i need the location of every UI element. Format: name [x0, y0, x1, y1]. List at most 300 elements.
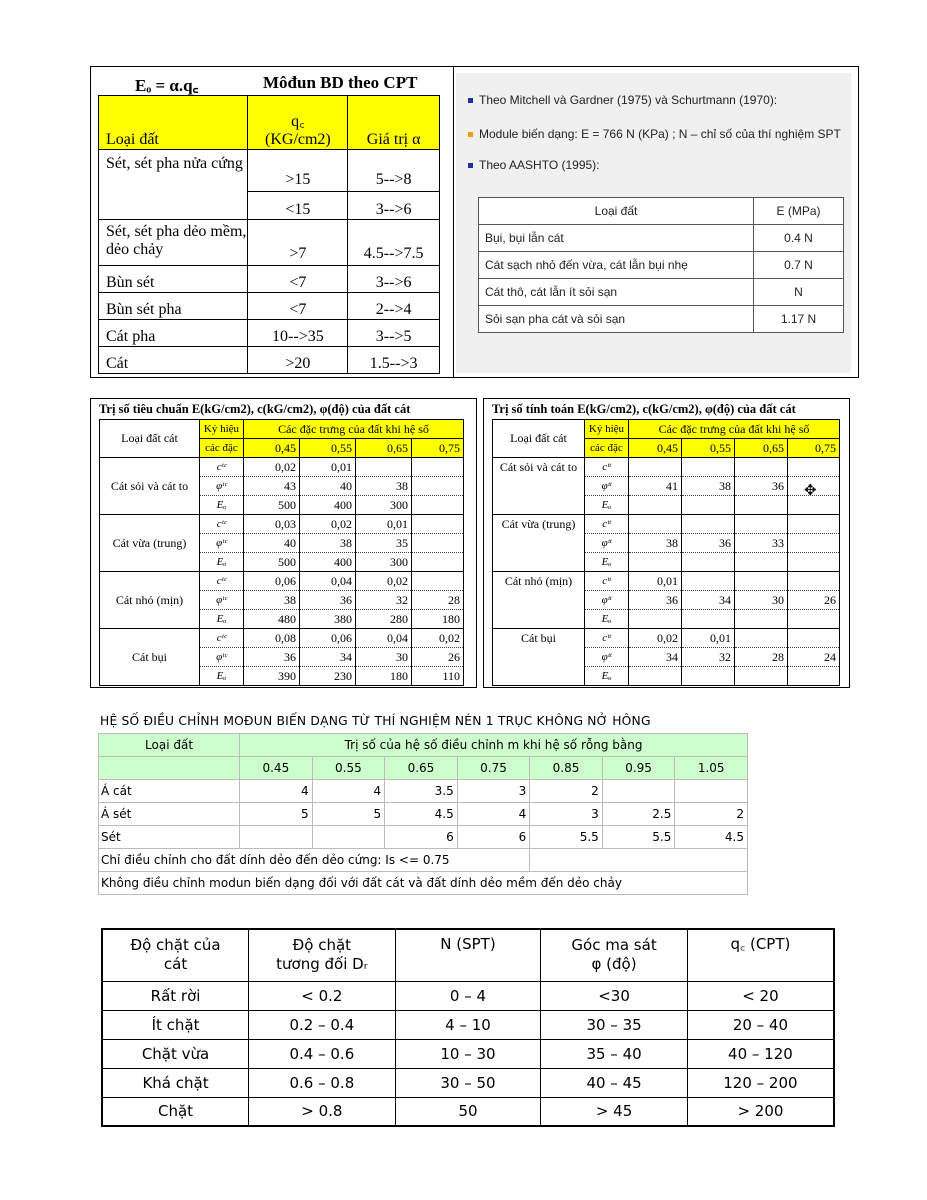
- value-cell: 6: [385, 826, 458, 849]
- value-cell: [788, 553, 840, 572]
- header-symbol-2: các đặc: [200, 439, 244, 458]
- table-row: [99, 320, 440, 347]
- table-header-row: [99, 734, 748, 757]
- alpha-cell: 1.5-->3: [348, 347, 440, 374]
- standard-values-table: [99, 419, 464, 686]
- symbol-cell: cᵗᵗ: [585, 572, 629, 591]
- value-cell: < 20: [687, 981, 834, 1010]
- value-cell: 2: [675, 803, 748, 826]
- bullet-aashto: Theo AASHTO (1995):: [468, 158, 600, 172]
- value-cell: [735, 629, 788, 648]
- value-cell: [735, 496, 788, 515]
- table-header-row: [100, 420, 464, 439]
- symbol-cell: Eₒ: [200, 496, 244, 515]
- value-cell: 32: [682, 648, 735, 667]
- value-cell: [735, 553, 788, 572]
- value-cell: 180: [356, 667, 412, 686]
- value-cell: 0,02: [300, 515, 356, 534]
- value-cell: 41: [629, 477, 682, 496]
- value-cell: 3: [530, 803, 603, 826]
- symbol-cell: Eₒ: [200, 553, 244, 572]
- table-row: [479, 252, 844, 279]
- value-cell: [788, 572, 840, 591]
- value-cell: [682, 553, 735, 572]
- value-cell: [356, 458, 412, 477]
- symbol-cell: φᵗᶜ: [200, 477, 244, 496]
- value-cell: [788, 667, 840, 686]
- value-cell: [735, 458, 788, 477]
- table-header-row: [102, 929, 834, 981]
- void-ratio-cell: 0,75: [788, 439, 840, 458]
- cpt-alpha-table: [98, 95, 440, 374]
- cpt-formula: Eₒ = α.q꜀: [135, 76, 199, 95]
- header-spt: N (SPT): [395, 929, 541, 981]
- density-cell: Ít chặt: [102, 1010, 249, 1039]
- header-e: E (MPa): [754, 198, 844, 225]
- value-cell: 0,02: [356, 572, 412, 591]
- value-cell: 390: [244, 667, 300, 686]
- value-cell: [735, 610, 788, 629]
- density-cell: Rất rời: [102, 981, 249, 1010]
- void-ratio-cell: 0.85: [530, 757, 603, 780]
- void-ratio-cell: 0,45: [629, 439, 682, 458]
- soil-cell: Cát pha: [99, 320, 248, 347]
- symbol-cell: cᵗᶜ: [200, 572, 244, 591]
- cpt-modulus-panel: [90, 66, 859, 378]
- value-cell: 32: [356, 591, 412, 610]
- table-row: [100, 572, 464, 591]
- alpha-cell: 4.5-->7.5: [348, 220, 440, 266]
- value-cell: [735, 667, 788, 686]
- value-cell: 36: [682, 534, 735, 553]
- header-characteristics: Các đặc trưng của đất khi hệ số: [244, 420, 464, 439]
- void-ratio-cell: 0,45: [244, 439, 300, 458]
- value-cell: 26: [788, 591, 840, 610]
- value-cell: [412, 458, 464, 477]
- value-cell: 230: [300, 667, 356, 686]
- bullet-module: Module biến dạng: E = 766 N (KPa) ; N – chỉ số của thí nghiệm SPT: [468, 127, 841, 141]
- value-cell: 0,01: [300, 458, 356, 477]
- table-row: [99, 803, 748, 826]
- header-symbol: Ký hiệu: [200, 420, 244, 439]
- value-cell: [682, 667, 735, 686]
- qc-cell: <7: [248, 266, 348, 293]
- soil-cell: Cát vừa (trung): [100, 515, 200, 572]
- soil-cell: Á cát: [99, 780, 240, 803]
- value-cell: 0.6 – 0.8: [249, 1068, 396, 1097]
- soil-cell: Cát nhỏ (mịn): [493, 572, 585, 629]
- header-soil: Loại đất cát: [493, 420, 585, 458]
- table-header-row: [493, 420, 840, 439]
- value-cell: [629, 458, 682, 477]
- symbol-cell: cᵗᶜ: [200, 515, 244, 534]
- value-cell: 120 – 200: [687, 1068, 834, 1097]
- table-row: [99, 826, 748, 849]
- symbol-cell: Eₒ: [200, 610, 244, 629]
- value-cell: [788, 515, 840, 534]
- value-cell: [412, 515, 464, 534]
- correction-factor-panel: [98, 710, 748, 910]
- value-cell: [788, 629, 840, 648]
- value-cell: 36: [629, 591, 682, 610]
- value-cell: [682, 458, 735, 477]
- value-cell: [412, 477, 464, 496]
- value-cell: 40: [300, 477, 356, 496]
- value-cell: 0,02: [412, 629, 464, 648]
- header-soil: Loại đất cát: [100, 420, 200, 458]
- value-cell: 5.5: [602, 826, 675, 849]
- value-cell: 0,04: [300, 572, 356, 591]
- soil-cell: Sỏi sạn pha cát và sỏi sạn: [479, 306, 754, 333]
- note-cell: Chỉ điều chỉnh cho đất dính dẻo đến dẻo cứng: Is <= 0.75: [99, 849, 530, 872]
- alpha-cell: 3-->6: [348, 266, 440, 293]
- blank-cell: [99, 757, 240, 780]
- table-row: [99, 780, 748, 803]
- value-cell: [788, 610, 840, 629]
- value-cell: 0,02: [244, 458, 300, 477]
- value-cell: 30: [356, 648, 412, 667]
- standard-values-panel: [90, 398, 477, 688]
- symbol-cell: φᵗᵗ: [585, 648, 629, 667]
- void-ratio-cell: 0.75: [457, 757, 530, 780]
- void-ratio-row: [99, 757, 748, 780]
- cursor-icon: ✥: [804, 481, 817, 499]
- bullet-mitchell: Theo Mitchell và Gardner (1975) và Schurtmann (1970):: [468, 93, 777, 107]
- correction-table: [98, 733, 748, 895]
- value-cell: 4 – 10: [395, 1010, 541, 1039]
- value-cell: 40: [244, 534, 300, 553]
- value-cell: 0,06: [244, 572, 300, 591]
- value-cell: 10 – 30: [395, 1039, 541, 1068]
- qc-cell: <7: [248, 293, 348, 320]
- value-cell: [412, 572, 464, 591]
- header-alpha: Giá trị α: [348, 96, 440, 150]
- value-cell: 4: [312, 780, 385, 803]
- header-soil: Loại đất: [99, 734, 240, 757]
- table-row: [99, 347, 440, 374]
- symbol-cell: φᵗᶜ: [200, 591, 244, 610]
- value-cell: 5: [312, 803, 385, 826]
- soil-cell: Bụi, bụi lẫn cát: [479, 225, 754, 252]
- soil-cell: Cát sạch nhỏ đến vừa, cát lẫn bụi nhẹ: [479, 252, 754, 279]
- value-cell: > 0.8: [249, 1097, 396, 1126]
- header-symbol-2: các đặc: [585, 439, 629, 458]
- void-ratio-cell: 1.05: [675, 757, 748, 780]
- value-cell: 28: [412, 591, 464, 610]
- value-cell: [312, 826, 385, 849]
- value-cell: 4.5: [385, 803, 458, 826]
- value-cell: [240, 826, 313, 849]
- e-cell: 0.4 N: [754, 225, 844, 252]
- value-cell: 0,01: [356, 515, 412, 534]
- value-cell: 38: [629, 534, 682, 553]
- aashto-table: [478, 197, 844, 333]
- symbol-cell: cᵗᶜ: [200, 629, 244, 648]
- value-cell: 20 – 40: [687, 1010, 834, 1039]
- void-ratio-cell: 0,55: [300, 439, 356, 458]
- value-cell: 28: [735, 648, 788, 667]
- table-row: [102, 981, 834, 1010]
- value-cell: [412, 534, 464, 553]
- value-cell: 38: [244, 591, 300, 610]
- qc-cell: >20: [248, 347, 348, 374]
- value-cell: 4.5: [675, 826, 748, 849]
- symbol-cell: cᵗᵗ: [585, 458, 629, 477]
- value-cell: 0,01: [682, 629, 735, 648]
- value-cell: [629, 515, 682, 534]
- soil-cell: Cát vừa (trung): [493, 515, 585, 572]
- table-row: [100, 629, 464, 648]
- soil-cell: Cát sỏi và cát to: [493, 458, 585, 515]
- qc-cell: >15: [248, 150, 348, 192]
- value-cell: 36: [735, 477, 788, 496]
- void-ratio-cell: 0,55: [682, 439, 735, 458]
- value-cell: 0,02: [629, 629, 682, 648]
- symbol-cell: φᵗᵗ: [585, 591, 629, 610]
- value-cell: > 200: [687, 1097, 834, 1126]
- void-ratio-cell: 0,75: [412, 439, 464, 458]
- cpt-title: Môđun BD theo CPT: [263, 73, 418, 92]
- value-cell: 43: [244, 477, 300, 496]
- blue-square-icon: [468, 163, 473, 168]
- design-values-panel: [483, 398, 850, 688]
- value-cell: <30: [541, 981, 688, 1010]
- value-cell: [629, 553, 682, 572]
- header-qc: q꜀ (KG/cm2): [248, 96, 348, 150]
- value-cell: 34: [682, 591, 735, 610]
- header-soil: Loại đất: [479, 198, 754, 225]
- void-ratio-cell: 0.95: [602, 757, 675, 780]
- value-cell: 38: [300, 534, 356, 553]
- value-cell: 500: [244, 553, 300, 572]
- value-cell: 0,01: [629, 572, 682, 591]
- value-cell: [735, 572, 788, 591]
- soil-cell: Bùn sét: [99, 266, 248, 293]
- value-cell: 38: [356, 477, 412, 496]
- standard-values-title: Trị số tiêu chuẩn E(kG/cm2), c(kG/cm2), φ(độ) của đất cát: [99, 402, 411, 416]
- soil-cell: Cát bụi: [100, 629, 200, 686]
- header-qc: q꜀ (CPT): [687, 929, 834, 981]
- soil-cell: Sét: [99, 826, 240, 849]
- symbol-cell: φᵗᶜ: [200, 648, 244, 667]
- value-cell: 110: [412, 667, 464, 686]
- value-cell: 400: [300, 496, 356, 515]
- value-cell: 6: [457, 826, 530, 849]
- symbol-cell: cᵗᶜ: [200, 458, 244, 477]
- value-cell: 480: [244, 610, 300, 629]
- value-cell: [788, 458, 840, 477]
- table-row: [100, 515, 464, 534]
- soil-cell: Sét, sét pha nửa cứng: [99, 150, 248, 220]
- table-row: [100, 458, 464, 477]
- table-row: [99, 150, 440, 192]
- table-row: [102, 1039, 834, 1068]
- table-header-row: [99, 96, 440, 150]
- value-cell: [412, 553, 464, 572]
- value-cell: 30 – 50: [395, 1068, 541, 1097]
- symbol-cell: φᵗᶜ: [200, 534, 244, 553]
- value-cell: < 0.2: [249, 981, 396, 1010]
- orange-square-icon: [468, 132, 473, 137]
- table-row: [493, 572, 840, 591]
- value-cell: [788, 534, 840, 553]
- value-cell: 0,08: [244, 629, 300, 648]
- e-cell: 0.7 N: [754, 252, 844, 279]
- value-cell: 36: [300, 591, 356, 610]
- header-friction: Góc ma sát φ (độ): [541, 929, 688, 981]
- value-cell: 300: [356, 496, 412, 515]
- header-density: Độ chặt của cát: [102, 929, 249, 981]
- qc-cell: >7: [248, 220, 348, 266]
- symbol-cell: Eₒ: [200, 667, 244, 686]
- alpha-cell: 2-->4: [348, 293, 440, 320]
- value-cell: 2.5: [602, 803, 675, 826]
- value-cell: 2: [530, 780, 603, 803]
- value-cell: [412, 496, 464, 515]
- header-characteristics: Các đặc trưng của đất khi hệ số: [629, 420, 840, 439]
- value-cell: 38: [682, 477, 735, 496]
- void-ratio-cell: 0.55: [312, 757, 385, 780]
- symbol-cell: cᵗᵗ: [585, 515, 629, 534]
- value-cell: 40 – 120: [687, 1039, 834, 1068]
- void-ratio-cell: 0.65: [385, 757, 458, 780]
- value-cell: 50: [395, 1097, 541, 1126]
- cpt-alpha-section: [91, 67, 454, 377]
- cpt-header: [91, 67, 453, 95]
- header-soil: Loại đất: [99, 96, 248, 150]
- e-cell: 1.17 N: [754, 306, 844, 333]
- soil-cell: Cát sỏi và cát to: [100, 458, 200, 515]
- value-cell: 24: [788, 648, 840, 667]
- value-cell: 33: [735, 534, 788, 553]
- symbol-cell: cᵗᵗ: [585, 629, 629, 648]
- value-cell: 0,04: [356, 629, 412, 648]
- value-cell: 380: [300, 610, 356, 629]
- value-cell: [675, 780, 748, 803]
- value-cell: [682, 496, 735, 515]
- blue-square-icon: [468, 98, 473, 103]
- symbol-cell: Eₒ: [585, 553, 629, 572]
- table-row: [493, 515, 840, 534]
- void-ratio-cell: 0,65: [356, 439, 412, 458]
- table-row: [493, 629, 840, 648]
- soil-cell: Cát: [99, 347, 248, 374]
- density-cell: Khá chặt: [102, 1068, 249, 1097]
- value-cell: [629, 610, 682, 629]
- soil-cell: Sét, sét pha dẻo mềm, dẻo chảy: [99, 220, 248, 266]
- table-row: [479, 279, 844, 306]
- value-cell: 3: [457, 780, 530, 803]
- alpha-cell: 3-->6: [348, 192, 440, 220]
- value-cell: 35 – 40: [541, 1039, 688, 1068]
- spt-modulus-section: [456, 73, 851, 373]
- design-values-table: [492, 419, 840, 686]
- value-cell: 280: [356, 610, 412, 629]
- table-row: [99, 220, 440, 266]
- symbol-cell: Eₒ: [585, 496, 629, 515]
- table-row: [102, 1010, 834, 1039]
- density-cell: Chặt: [102, 1097, 249, 1126]
- table-row: [493, 458, 840, 477]
- symbol-cell: φᵗᵗ: [585, 477, 629, 496]
- value-cell: 4: [457, 803, 530, 826]
- e-cell: N: [754, 279, 844, 306]
- value-cell: 300: [356, 553, 412, 572]
- value-cell: [629, 667, 682, 686]
- soil-cell: Cát bụi: [493, 629, 585, 686]
- symbol-cell: Eₒ: [585, 667, 629, 686]
- symbol-cell: φᵗᵗ: [585, 534, 629, 553]
- value-cell: [629, 496, 682, 515]
- qc-cell: 10-->35: [248, 320, 348, 347]
- table-row: [102, 1068, 834, 1097]
- value-cell: 4: [240, 780, 313, 803]
- value-cell: 0,03: [244, 515, 300, 534]
- value-cell: 36: [244, 648, 300, 667]
- table-row: [99, 293, 440, 320]
- value-cell: > 45: [541, 1097, 688, 1126]
- relative-density-panel: [101, 928, 835, 1127]
- relative-density-table: [101, 928, 835, 1127]
- density-cell: Chặt vừa: [102, 1039, 249, 1068]
- alpha-cell: 3-->5: [348, 320, 440, 347]
- value-cell: 30 – 35: [541, 1010, 688, 1039]
- soil-cell: Bùn sét pha: [99, 293, 248, 320]
- blank-cell: [530, 849, 748, 872]
- symbol-cell: Eₒ: [585, 610, 629, 629]
- value-cell: 40 – 45: [541, 1068, 688, 1097]
- soil-cell: Cát nhỏ (mịn): [100, 572, 200, 629]
- table-row: [102, 1097, 834, 1126]
- correction-title: HỆ SỐ ĐIỀU CHỈNH MOĐUN BIẾN DẠNG TỪ THÍ NGHIỆM NÉN 1 TRỤC KHÔNG NỞ HÔNG: [100, 714, 651, 728]
- header-values: Trị số của hệ số điều chỉnh m khi hệ số rỗng bằng: [240, 734, 748, 757]
- soil-cell: Cát thô, cát lẫn ít sỏi sạn: [479, 279, 754, 306]
- void-ratio-cell: 0,65: [735, 439, 788, 458]
- value-cell: [735, 515, 788, 534]
- alpha-cell: 5-->8: [348, 150, 440, 192]
- note-row: [99, 849, 748, 872]
- value-cell: [602, 780, 675, 803]
- value-cell: 400: [300, 553, 356, 572]
- value-cell: 500: [244, 496, 300, 515]
- value-cell: 0,06: [300, 629, 356, 648]
- soil-cell: Á sét: [99, 803, 240, 826]
- table-header-row: [479, 198, 844, 225]
- table-row: [479, 225, 844, 252]
- value-cell: 35: [356, 534, 412, 553]
- value-cell: 34: [629, 648, 682, 667]
- value-cell: 30: [735, 591, 788, 610]
- value-cell: [682, 515, 735, 534]
- void-ratio-cell: 0.45: [240, 757, 313, 780]
- design-values-title: Trị số tính toán E(kG/cm2), c(kG/cm2), φ(độ) của đất cát: [492, 402, 796, 416]
- value-cell: [682, 610, 735, 629]
- note-row: [99, 872, 748, 895]
- value-cell: 3.5: [385, 780, 458, 803]
- value-cell: 5.5: [530, 826, 603, 849]
- value-cell: [682, 572, 735, 591]
- note-cell: Không điều chỉnh modun biến dạng đối với đất cát và đất dính dẻo mềm đến dẻo chảy: [99, 872, 748, 895]
- value-cell: 34: [300, 648, 356, 667]
- header-symbol: Ký hiệu: [585, 420, 629, 439]
- qc-cell: <15: [248, 192, 348, 220]
- value-cell: 5: [240, 803, 313, 826]
- header-dr: Độ chặt tương đối Dᵣ: [249, 929, 396, 981]
- value-cell: 0.4 – 0.6: [249, 1039, 396, 1068]
- table-row: [479, 306, 844, 333]
- table-row: [99, 266, 440, 293]
- value-cell: 180: [412, 610, 464, 629]
